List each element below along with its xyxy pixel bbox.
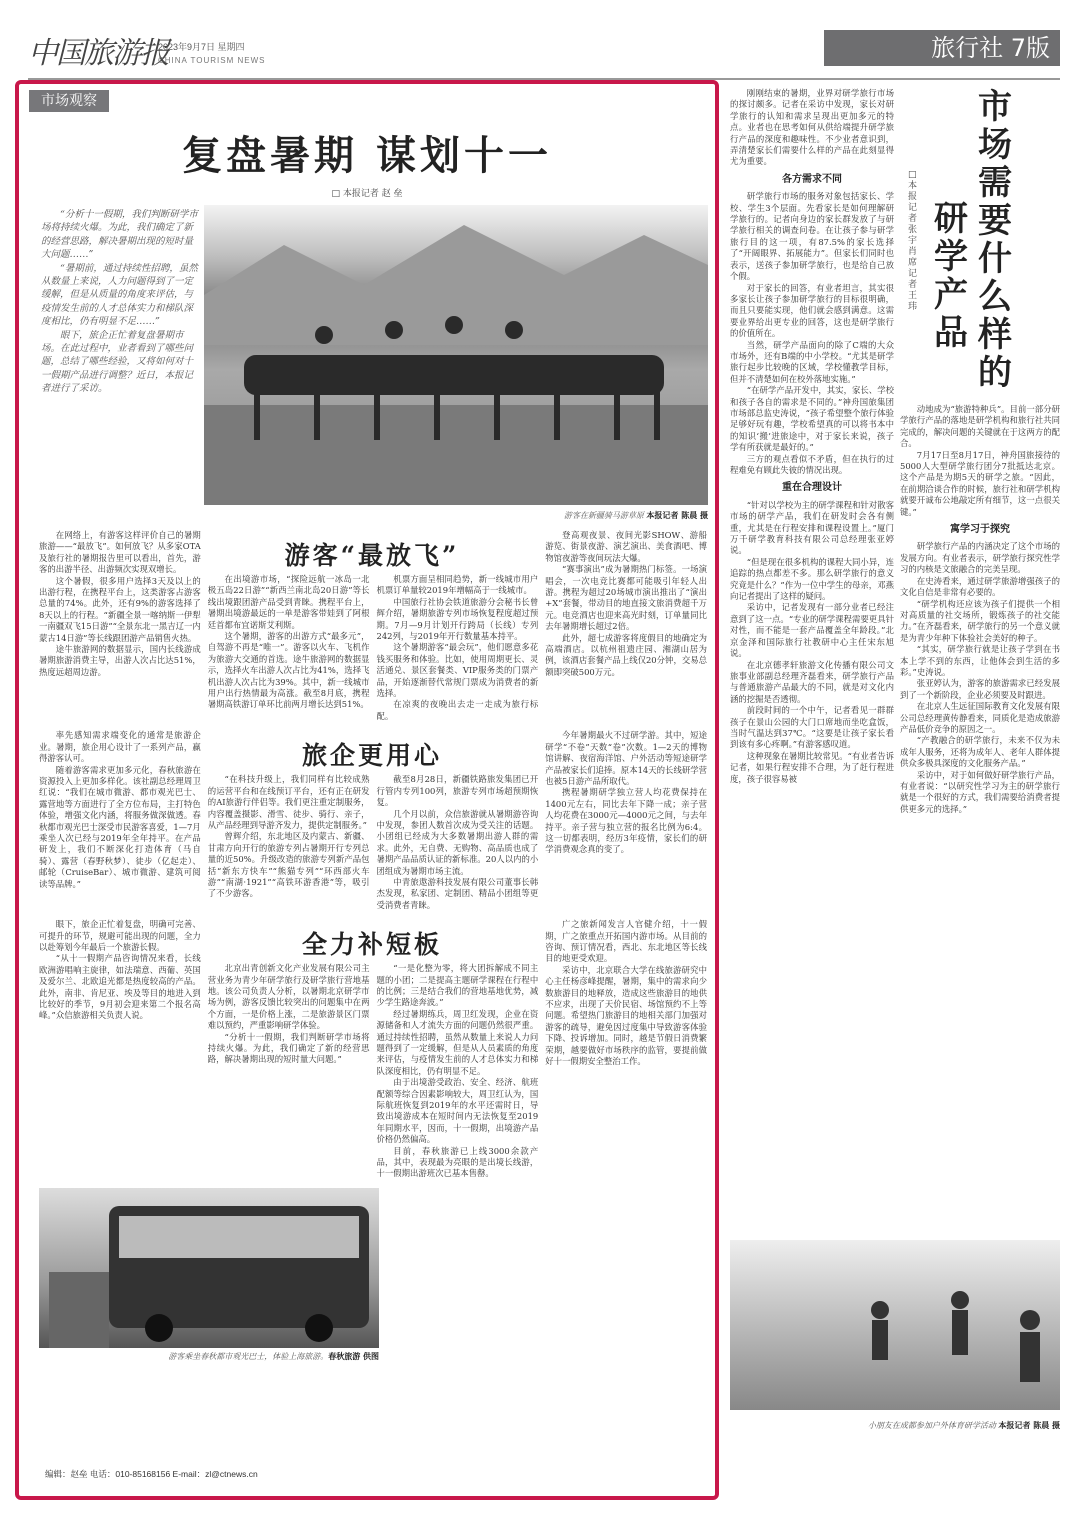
text-column <box>39 730 201 911</box>
paragraph: 研学旅行产品的内涵决定了这个市场的发展方向。有业者表示，研学旅行探究性学习的内核是文旅融合的完美呈现。 <box>900 541 1060 575</box>
paragraph: 这个暑期，游客的出游方式“最多元”，自驾游不再是“唯一”。游客以火车、飞机作为旅游大交通的首选。途牛旅游网的数据显示，选择火车出游人次占比为41%，选择飞机出游人次占比为39%。其中，新一线城市用户出行热情最为高涨。截至8月底，携程暑期高铁游订单环比前两月增长达到51%。 <box>207 631 370 710</box>
paragraph: “在科技升级上，我们同样有比较成熟的运营平台和在线预订平台，还有正在研发的AI旅游行伴侣等。我们更注重定制服务，内容覆盖摄影、滑雪、徒步、骑行、亲子，从产品经理到导游齐发力，提供定制服务。” <box>207 774 370 830</box>
paragraph: 途牛旅游网的数据显示，国内长线游成暑期旅游消费主导，出游人次占比达51%，热度远超周边游。 <box>39 644 201 677</box>
lead-paragraph: “分析十一假期，我们判断研学市场将持续火爆。为此，我们确定了新的经营思路，解决暑期出现的短时量大问题……” <box>41 209 198 261</box>
paragraph: 采访中，对于如何做好研学旅行产品，有业者说：“以研究性学习为主的研学旅行就是一个很好的方式，我们需要给消费者提供更多元的选择。” <box>900 769 1060 814</box>
photo2-caption: 游客乘坐春秋都市观光巴士，体验上海旅游。春秋旅游 供图 <box>168 1350 379 1361</box>
paragraph: 这个暑假，很多用户选择3天及以上的出游行程，在携程平台上，这类游客占游客总量的74%。此外，还有9%的游客选择了8天以上的行程。“新疆全景一喀纳斯一伊犁一南疆双飞15日游”“全景东北一黑吉辽一内蒙古14日游”等长线跟团游产品销售火热。 <box>39 575 201 643</box>
paragraph: 由于出境游受政治、安全、经济、航班配额等综合因素影响较大，周卫红认为，国际航班恢复到2019年的水平还需时日，导致出境游成本在短时间内无法恢复至2019年同期水平，因而，十一假期，出境游产品价格仍然偏高。 <box>376 1077 539 1145</box>
paragraph: 今年暑期最火不过研学游。其中，短途研学“不卷”天数“卷”次数。1—2天的博物馆讲解、夜宿海洋馆、户外活动等短途研学产品被家长们追捧。原本14天的长线研学营也被5日游产品所取代。 <box>545 730 707 786</box>
edition-label: 旅行社 7版 <box>824 30 1060 66</box>
paragraph: 登高观夜景、夜间光影SHOW、游船游览、街景夜游、演艺演出、美食酒吧、博物馆夜游等夜间玩法大爆。 <box>545 530 707 563</box>
column-tag: 市场观察 <box>29 90 109 112</box>
paragraph: 在北京人生远征国际教育文化发展有限公司总经理黄传静看来，同质化是造成旅游产品低价竞争的原因之一。 <box>900 701 1060 734</box>
photo3-caption: 小朋友在成都参加户外体育研学活动 本报记者 陈晨 摄 <box>867 1420 1060 1430</box>
paragraph: 广之旅新闻发言人官健介绍，十一假期，广之旅重点开拓国内游市场。从目前的咨询、预订情况看，西北、东北地区等长线目的地更受欢迎。 <box>545 919 707 964</box>
editor-contact: 编辑：赵垒 电话：010-85168156 E-mail：zl@ctnews.cn <box>45 1469 258 1479</box>
section-heading: 游客“最放飞” <box>284 541 460 570</box>
side-byline: □ 本报记者 张 宇 肖席记者 王 玮 <box>908 170 918 312</box>
main-headline: 复盘暑期 谋划十一 <box>182 132 552 179</box>
paragraph: 机票方面呈相同趋势，新一线城市用户机票订单量较2019年增幅高于一线城市。 <box>376 574 539 596</box>
paragraph: 截至8月28日，新疆铁路旅发集团已开行管内专列100列，旅游专列市场超预期恢复。 <box>376 774 539 808</box>
paragraph: “研学机构还应该为孩子们提供一个相对高质量的社交场所，锻炼孩子的社交能力。”在齐磊看来，研学旅行的另一个意义就是为青少年种下体验社会美好的种子。 <box>900 598 1060 643</box>
main-article-frame <box>15 80 719 1500</box>
paragraph: “但是现在很多机构的课程大同小异，连追踪的热点都差不多。那么研学旅行的意义究竟是什么？”作为一位中学生的母亲，邓燕向记者提出了这样的疑问。 <box>730 556 894 602</box>
paragraph: 这个暑期游客“最会玩”，他们愿意多花钱买服务和体验。比如，使用周期更长、灵活通兑、景区套餐类、VIP服务类的门票产品，开始逐渐替代常规门票成为消费者的新选择。 <box>376 642 539 699</box>
paragraph: 在北京德孝轩旅游文化传播有限公司文旅事业部副总经理齐磊看来，研学旅行产品与普通旅游产品最大的不同，就是对文化内涵的挖掘是否透彻。 <box>730 659 894 704</box>
paragraph: 对于家长的回答，有业者坦言，其实很多家长让孩子参加研学旅行的目标很明确，而且只要能实现，他们就会感到满意。这需要业界给出更专业的回答，这也是研学旅行的价值所在。 <box>730 282 894 339</box>
text-column <box>545 730 707 911</box>
newspaper-logo: 中国旅游报 <box>28 36 168 71</box>
issue-date: 2023年9月7日 星期四 <box>158 42 245 52</box>
subheading: 重在合理设计 <box>782 482 842 494</box>
paragraph: 曾辉介绍，东北地区及内蒙古、新疆、甘肃方向开行的旅游专列占暑期开行专列总量的近50%。升级改造的旅游专列新产品包括“新东方快车”“熊猫专列”“环西部火车游”“南湖·1921”“高铁环游香港”等，吸引了不少游客。 <box>207 831 370 899</box>
paragraph: 在史涛看来，通过研学旅游增强孩子的文化自信是非常有必要的。 <box>900 575 1060 598</box>
section-shortcomings <box>39 919 707 1180</box>
paragraph: 眼下，旅企正忙着复盘，明确可完善、可提升的环节，规避可能出现的问题，全力以赴筹划今年最后一个旅游长假。 <box>39 919 201 952</box>
photo1-caption: 游客在新疆骑马游草原 本报记者 陈晨 摄 <box>563 510 708 520</box>
section-heading: 旅企更用心 <box>301 741 442 771</box>
paragraph: 率先感知需求端变化的通常是旅游企业。暑期，旅企用心设计了一系列产品，赢得游客认可。 <box>39 730 201 764</box>
paragraph: “分析十一假期，我们判断研学市场将持续火爆。为此，我们确定了新的经营思路，解决暑期出现的短时量大问题。” <box>207 1031 370 1065</box>
sightseeing-bus-photo <box>39 1188 379 1348</box>
lead-paragraph: 眼下，旅企正忙着复盘暑期市场。在此过程中，业者看到了哪些问题，总结了哪些经验，又将如何对十一假期产品进行调整？近日，本报记者进行了采访。 <box>41 329 194 395</box>
paragraph: 中国旅行社协会铁道旅游分会秘书长曾辉介绍，暑期旅游专列市场恢复程度超过预期。7月—9月计划开行跨局（长线）专列242列，与2019年开行数量基本持平。 <box>376 596 539 642</box>
side-headline-line2: 研学产品 <box>934 199 968 353</box>
kids-sports-photo <box>730 1240 1060 1410</box>
paragraph: 前段时间的一个中午，记者看见一群群孩子在景山公园的大门口席地而坐吃盒饭，当时气温达到37℃。“这要是让孩子家长看到该有多心疼啊。”有游客感叹道。 <box>730 705 894 750</box>
paragraph: “一是化整为零，将大团拆解成不同主题的小团；二是提高主题研学课程在行程中的比例；三是结合我们的营地基地优势，减少学生路途奔波。” <box>376 963 539 1008</box>
paragraph: 研学旅行市场的服务对象包括家长、学校、学生3个层面。先看家长是如何理解研学旅行的。记者向身边的家长群发放了与研学旅行相关的调查问卷。在让孩子参与研学旅行目的这一项，有87.5%的家长选择了“开阔眼界、拓展能力”。但家长们同时也表示，送孩子参加研学旅行，也是给自己放个假。 <box>730 191 894 282</box>
section-heading: 全力补短板 <box>301 930 442 960</box>
masthead <box>28 26 1060 78</box>
text-column <box>545 530 707 722</box>
subheading: 各方需求不同 <box>782 173 842 185</box>
paragraph: 三方的观点看似不矛盾，但在执行的过程难免有顾此失彼的情况出现。 <box>730 453 894 475</box>
paragraph: 目前，春秋旅游已上线3000余款产品，其中，表现最为亮眼的是出境长线游，十一假期出游班次已基本售罄。 <box>376 1145 539 1179</box>
paragraph: 7月17日至8月17日，神舟国旅接待的5000人大型研学旅行团分7批抵达北京。这个产品是为期5天的研学之旅。“因此，在前期洽谈合作的时候，旅行社和研学机构就要开诚布公地敲定所有细节，这一点很关键。” <box>900 449 1060 517</box>
paragraph: 当然，研学产品面向的除了C端的大众市场外，还有B端的中小学校。“尤其是研学旅行起步比较晚的区域，学校懂教学目标，但并不清楚如何在校外落地实施。” <box>730 339 894 384</box>
paragraph: 在出境游市场，“探险远航一冰岛一北极五岛22日游”“新西兰南北岛20日游”等长线出境跟团游产品受到青睐。携程平台上，暑期出境游最远的一单是游客带娃到了阿根廷首都布宜诺斯艾利斯。 <box>207 574 370 630</box>
side-headline-line1: 市场需要什么样的 <box>978 87 1012 393</box>
lead-paragraph: “暑期前，通过持续性招聘，虽然从数量上来说，人力问题得到了一定缓解，但是从质量的角度来评估，与疫情发生前的人才总体实力和梯队深度相比，仍有明显不足……” <box>41 262 198 328</box>
paragraph: 刚刚结束的暑期，业界对研学旅行市场的探讨颇多。记者在采访中发现，家长对研学旅行的认知和需求呈现出更加多元的特点。业者也在思考如何从供给端提升研学旅行产品的深度和趣味性。不少业者意识到，弄清楚家长们需要什么样的产品在此刻显得尤为重要。 <box>730 88 894 167</box>
paragraph: 采访中，记者发现有一部分业者已经注意到了这一点。“专业的研学课程需要更具针对性，而不能是一套产品覆盖全年龄段。”北京金泽和国际旅行社教研中心主任宋东旭说。 <box>730 602 894 659</box>
paragraph: “产教融合的研学旅行，未来不仅为未成年人服务，还将为成年人、老年人群体提供众多极具深度的文化服务产品。” <box>900 735 1060 769</box>
text-column <box>39 919 201 1180</box>
paragraph: 经过暑期练兵，周卫红发现，企业在资源储备和人才流失方面的问题仍然很严重。通过持续性招聘，虽然从数量上来说人力问题得到了一定缓解，但是从人员素质的角度来评估，与疫情发生前的人才总体实力和梯队深度相比，仍有明显不足。 <box>376 1008 539 1076</box>
paragraph: “针对以学校为主的研学课程和针对散客市场的研学产品，我们在研发时会各有侧重，尤其是在行程安排和课程设置上。”厦门万千研学教育科技有限公司总经理张亚婷说。 <box>730 499 894 556</box>
section-agencies <box>39 730 707 911</box>
paragraph: 采访中，北京联合大学在线旅游研究中心主任杨彦峰提醒，暑期，集中的需求向少数旅游目的地释放，造成这些旅游目的地供不应求，出现了天价民宿、场馆预约不上等问题。希望热门旅游目的地相关部门加强对游客的疏导，避免因过度集中导致游客体验下降、投诉增加。同时，越是节假日消费繁荣期，越要做好市场秩序的监管，要提前做好十一假期安全整治工作。 <box>545 964 707 1067</box>
paragraph: 动地成为“旅游特种兵”。目前一部分研学旅行产品的落地是研学机构和旅行社共同完成的，解决问题的关键就在于这两方的配合。 <box>900 404 1060 449</box>
section-tourists <box>39 530 707 722</box>
paragraph: 几个月以前，众信旅游就从暑期游咨询中发现，参团人数首次成为受关注的话题。小团组已经成为大多数暑期出游人群的需求。此外，无自费、无购物、高品质也成了暑期产品品质认证的新标准。20人以内的小团组成为暑期市场主流。 <box>376 808 539 876</box>
paragraph: 随着游客需求更加多元化，春秋旅游在资源投入上更加多样化。该社副总经理周卫红说：“我们在城市微游、都市观光巴士、露营地等方面进行了全方位布局，主打特色体验，增强文化内涵，将服务做深做透。春秋都市观光巴士深受市民游客喜爱，1—7月乘坐人次已经与2019年全年持平。在产品研发上，我们不断深化打造体育（马自骑）、露营（春野秋梦）、徒步（亿起走）、邮轮（CruiseBar）、城市微游、建筑可阅读等品牌。” <box>39 764 201 889</box>
text-column <box>39 530 201 722</box>
paragraph: “赛事演出”成为暑期热门标签。一场演唱会，一次电竞比赛都可能吸引年轻人出游。携程为超过20场城市演出推出了“演出+X”套餐，带动目的地直接文旅消费超千万元。电竞酒店也迎来高光时刻，订单量同比去年暑期增长超过2倍。 <box>545 564 707 632</box>
paragraph: “从十一假期产品咨询情况来看，长线欧洲游唱响主旋律，如法瑞意、西葡、英国及爱尔兰、北欧追光都是热度较高的产品。此外，南非、肯尼亚、埃及等目的地进入到比较好的季节，9月初会迎来第二个报名高峰。”众信旅游相关负责人说。 <box>39 953 201 1021</box>
text-column <box>545 919 707 1180</box>
paragraph: 携程暑期研学独立营人均花费保持在1400元左右，同比去年下降一成；亲子营人均花费在3000元—4000元之间，与去年持平。亲子营与独立营的报名比例为6:4。这一切都表明，经历3年疫情，家长们的研学消费观念真的变了。 <box>545 787 707 855</box>
paragraph: 在网络上，有游客这样评价自己的暑期旅游——“最放飞”。如何放飞？从多家OTA及旅行社的暑期报告里可以看出，首先，游客的出游半径、出游频次实现双增长。 <box>39 530 201 575</box>
paragraph: 这种现象在暑期比较常见。“有业者告诉记者，如果行程安排不合理，为了赶行程进度，孩子很容易被 <box>730 750 894 784</box>
side-article-column-2 <box>900 404 1060 815</box>
lead-text <box>41 208 201 396</box>
newspaper-english-name: CHINA TOURISM NEWS <box>158 56 266 65</box>
main-byline: □ 本报记者 赵 垒 <box>331 189 403 199</box>
paragraph: 北京出青创新文化产业发展有限公司主营业务为青少年研学旅行及研学旅行营地基地。该公司负责人分析，以暑期北京研学市场为例，游客反馈比较突出的问题集中在两个方面，一是价格上涨，二是旅游景区门票难以预约，严重影响研学体验。 <box>207 963 370 1031</box>
paragraph: “在研学产品开发中，其实，家长、学校和孩子各自的需求是不同的。”神舟国旅集团市场部总监史涛说，“孩子希望整个旅行体验足够好玩有趣，学校希望真的可以将书本中的知识‘搬’进旅途中，对于家长来说，孩子学有所获就是最好的。” <box>730 385 894 453</box>
paragraph: 张亚婷认为，游客的旅游需求已经发展到了一个新阶段，企业必须要及时跟进。 <box>900 678 1060 700</box>
paragraph: “其实，研学旅行就是让孩子学到在书本上学不到的东西，让他体会到生活的多彩。”史涛说。 <box>900 644 1060 677</box>
main-article-body <box>39 530 707 1362</box>
subheading: 寓学习于探究 <box>950 524 1010 536</box>
horse-riding-photo <box>204 205 708 505</box>
side-article-column-1 <box>730 88 894 785</box>
paragraph: 在凉爽的夜晚出去走一走成为旅行标配。 <box>376 699 539 721</box>
paragraph: 中青旅遨游科技发展有限公司董事长韩杰发现，私家团、定制团、精品小团组等更受消费者青睐。 <box>376 876 539 910</box>
paragraph: 此外，超七成游客将度假目的地确定为高端酒店。以杭州祖遗庄园、湘湖山居为例，该酒店套餐产品上线仅20分钟，交易总额即突破500万元。 <box>545 632 707 677</box>
